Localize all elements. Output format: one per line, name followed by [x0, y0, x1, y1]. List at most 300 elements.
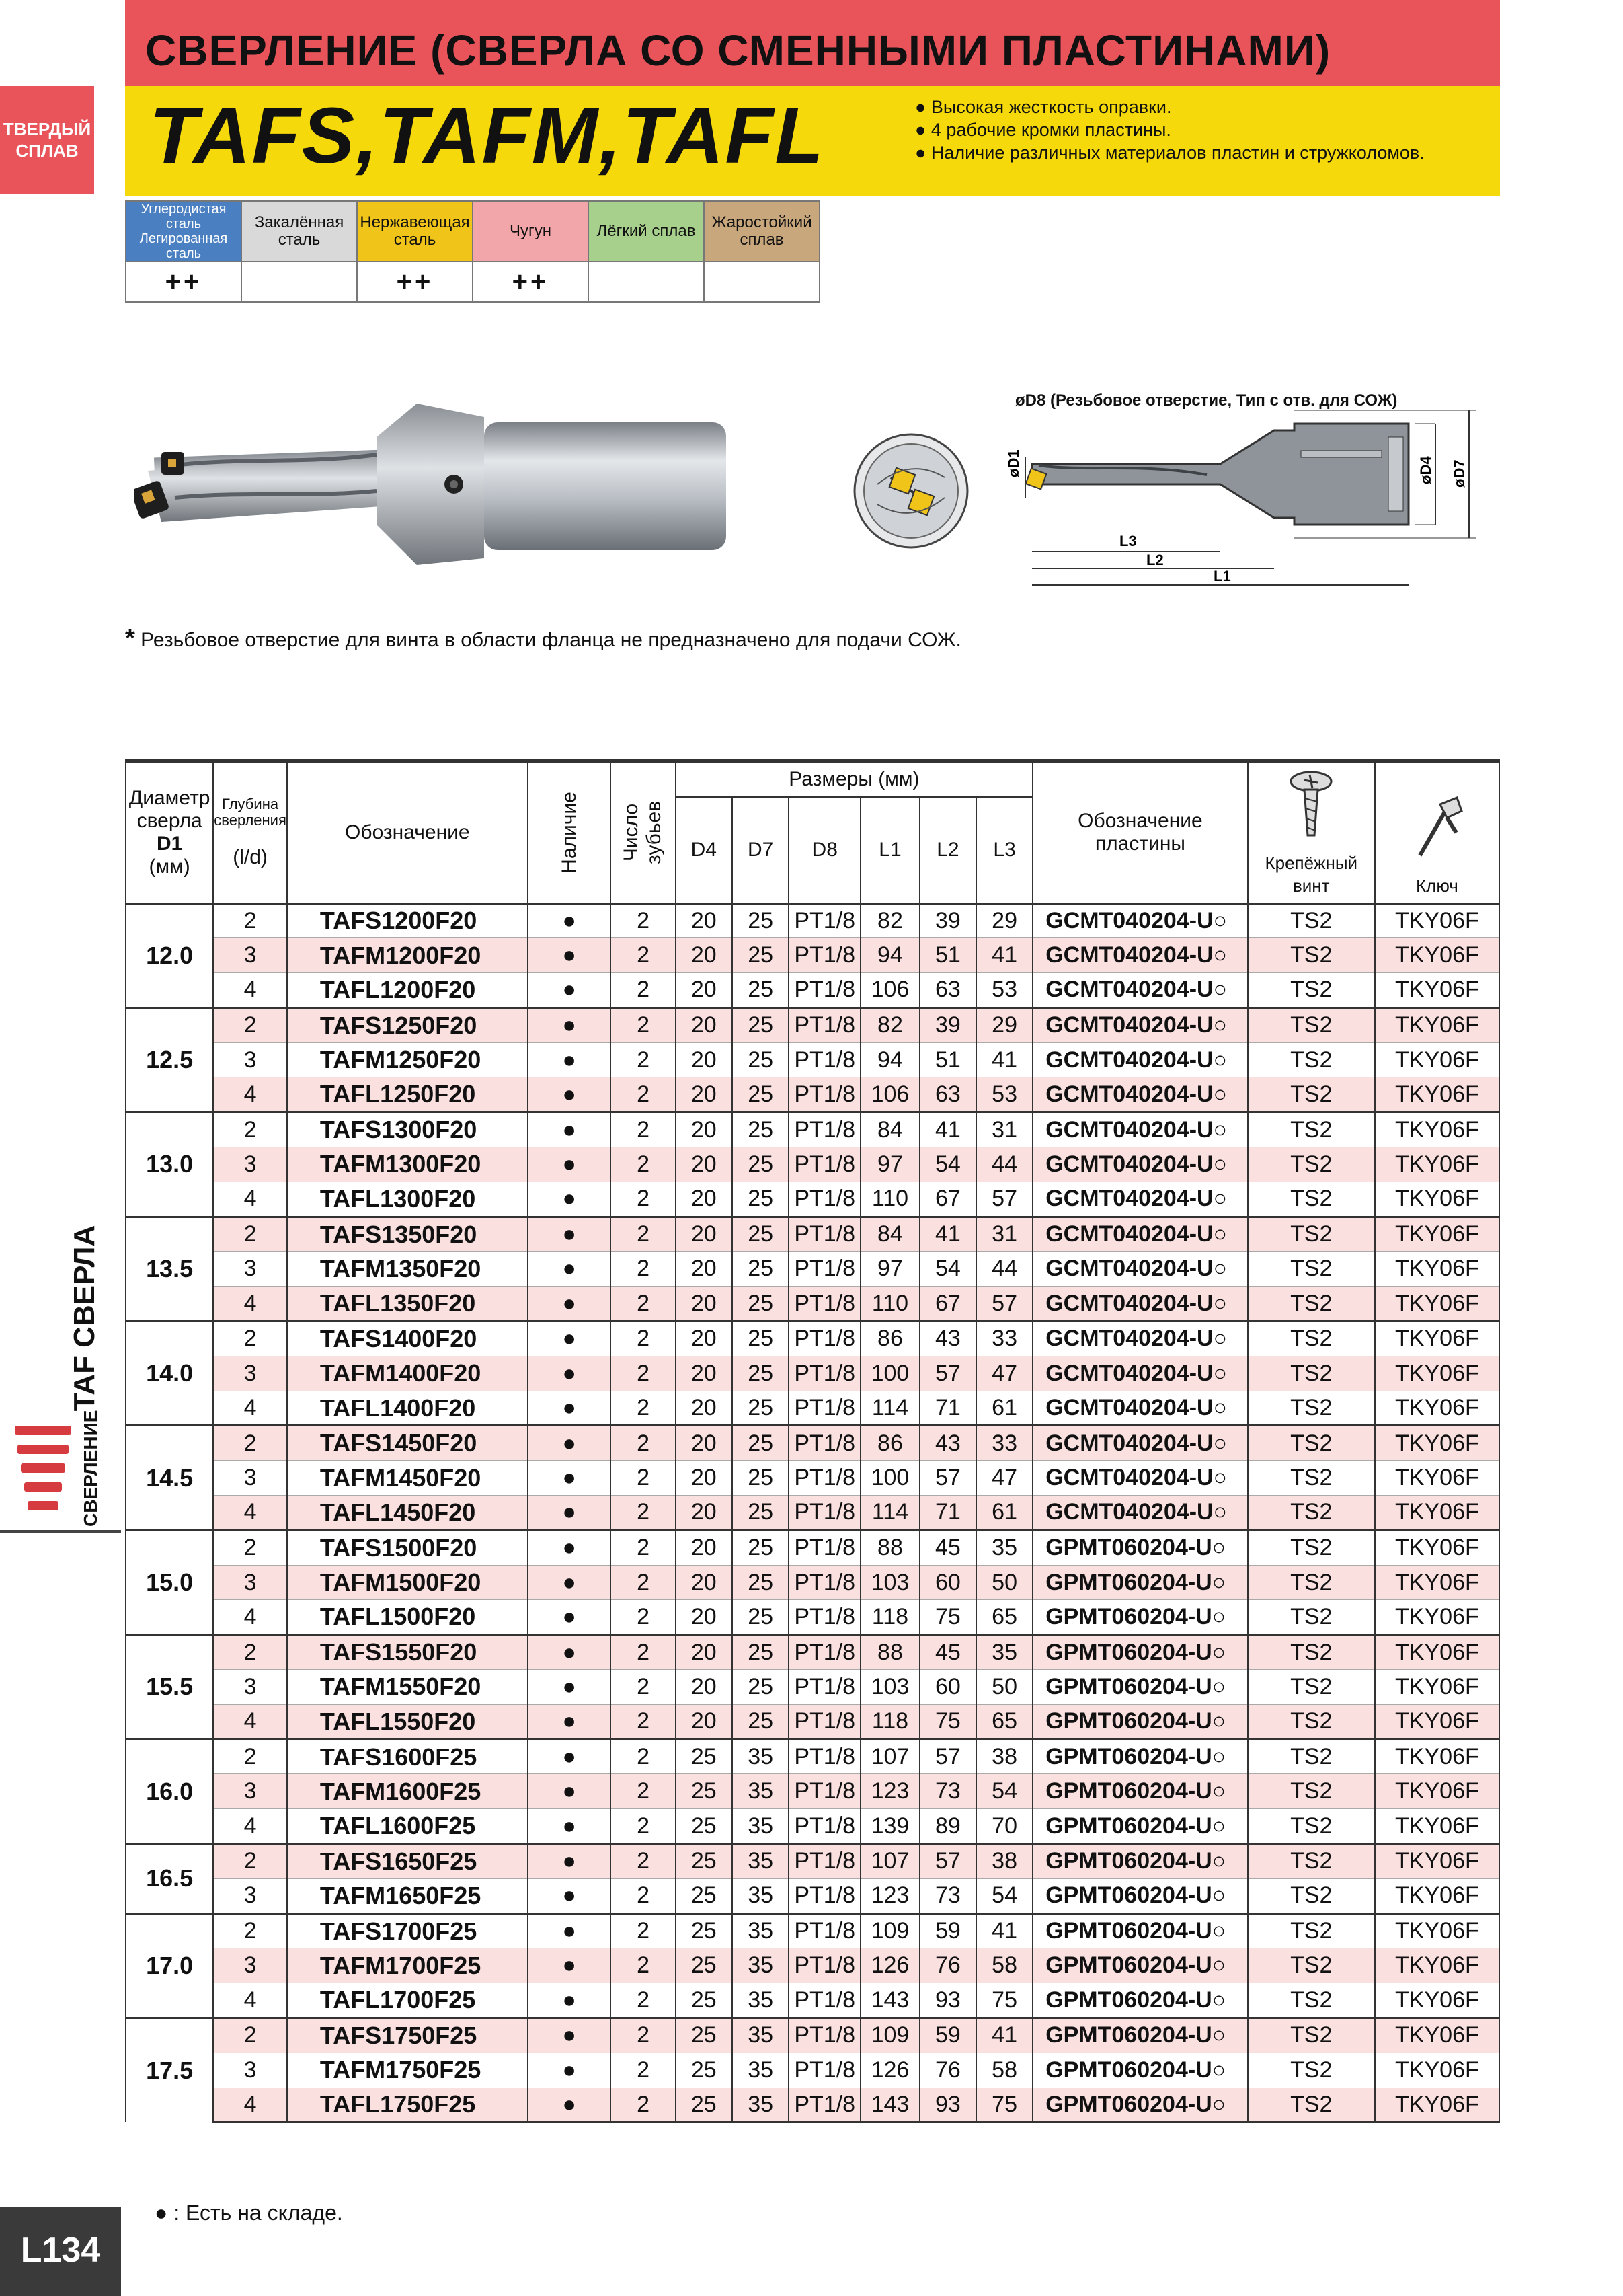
cell-depth: 4: [213, 1077, 287, 1112]
cell-d7: 25: [732, 1077, 789, 1112]
cell-teeth: 2: [610, 2088, 675, 2122]
cell-designation: TAFS1300F20: [287, 1112, 528, 1147]
cell-stock: ●: [528, 1496, 611, 1531]
cell-screw: TS2: [1248, 1948, 1375, 1983]
cell-insert: GPMT060204-U○: [1033, 1809, 1248, 1844]
cell-d8: PT1/8: [789, 1635, 861, 1670]
cell-screw: TS2: [1248, 1496, 1375, 1531]
cell-diameter: 16.0: [126, 1739, 213, 1843]
cell-designation: TAFL1350F20: [287, 1287, 528, 1322]
cell-stock: ●: [528, 1913, 611, 1948]
cell-l2: 89: [920, 1809, 976, 1844]
cell-d4: 20: [676, 903, 732, 938]
cell-l3: 50: [976, 1670, 1033, 1705]
cell-stock: ●: [528, 973, 611, 1008]
cell-stock: ●: [528, 1704, 611, 1739]
cell-teeth: 2: [610, 1670, 675, 1705]
cell-stock: ●: [528, 1774, 611, 1809]
cell-l3: 57: [976, 1182, 1033, 1217]
cell-depth: 3: [213, 1042, 287, 1077]
d7-label: øD7: [1451, 459, 1468, 488]
cell-d4: 25: [676, 2053, 732, 2088]
table-row: [126, 1112, 1499, 1147]
cell-d8: PT1/8: [789, 1948, 861, 1983]
cell-teeth: 2: [610, 1287, 675, 1322]
cell-l1: 107: [861, 1739, 920, 1774]
table-row: [126, 1042, 1499, 1077]
cell-insert: GPMT060204-U○: [1033, 1530, 1248, 1565]
cell-stock: ●: [528, 1565, 611, 1600]
cell-d7: 25: [732, 973, 789, 1008]
cell-depth: 3: [213, 1252, 287, 1287]
cell-key: TKY06F: [1375, 1774, 1499, 1809]
cell-depth: 3: [213, 1774, 287, 1809]
cell-designation: TAFL1200F20: [287, 973, 528, 1008]
cell-l3: 61: [976, 1496, 1033, 1531]
material-rating: ++: [126, 262, 241, 302]
cell-l2: 41: [920, 1217, 976, 1252]
cell-d7: 35: [732, 1774, 789, 1809]
cell-depth: 3: [213, 1948, 287, 1983]
cell-l1: 97: [861, 1147, 920, 1182]
cell-screw: TS2: [1248, 1426, 1375, 1461]
cell-l2: 43: [920, 1322, 976, 1356]
cell-designation: TAFM1350F20: [287, 1252, 528, 1287]
cell-l3: 47: [976, 1356, 1033, 1391]
cell-designation: TAFM1600F25: [287, 1774, 528, 1809]
cell-stock: ●: [528, 1600, 611, 1635]
cell-teeth: 2: [610, 1878, 675, 1913]
cell-insert: GCMT040204-U○: [1033, 1461, 1248, 1496]
material-rating: [704, 262, 820, 302]
cell-d4: 25: [676, 1844, 732, 1879]
cell-key: TKY06F: [1375, 1426, 1499, 1461]
cell-diameter: 14.5: [126, 1426, 213, 1530]
cell-l3: 41: [976, 1042, 1033, 1077]
cell-designation: TAFS1350F20: [287, 1217, 528, 1252]
cell-d8: PT1/8: [789, 1287, 861, 1322]
cell-stock: ●: [528, 1287, 611, 1322]
cell-d4: 20: [676, 1287, 732, 1322]
cell-insert: GCMT040204-U○: [1033, 1322, 1248, 1356]
cell-insert: GPMT060204-U○: [1033, 2018, 1248, 2053]
cell-d4: 25: [676, 1878, 732, 1913]
cell-screw: TS2: [1248, 1739, 1375, 1774]
cell-insert: GCMT040204-U○: [1033, 1287, 1248, 1322]
cell-key: TKY06F: [1375, 1948, 1499, 1983]
cell-depth: 3: [213, 1878, 287, 1913]
cell-key: TKY06F: [1375, 1112, 1499, 1147]
header-key: Ключ: [1375, 761, 1499, 903]
cell-d8: PT1/8: [789, 1112, 861, 1147]
cell-screw: TS2: [1248, 1809, 1375, 1844]
cell-l3: 38: [976, 1844, 1033, 1879]
cell-teeth: 2: [610, 1112, 675, 1147]
cell-l3: 44: [976, 1252, 1033, 1287]
cell-l1: 114: [861, 1496, 920, 1531]
cell-depth: 4: [213, 1704, 287, 1739]
table-row: [126, 1217, 1499, 1252]
cell-depth: 3: [213, 1147, 287, 1182]
cell-d7: 25: [732, 1635, 789, 1670]
cell-d7: 35: [732, 1878, 789, 1913]
cell-insert: GPMT060204-U○: [1033, 2053, 1248, 2088]
cell-insert: GPMT060204-U○: [1033, 1600, 1248, 1635]
cell-depth: 3: [213, 1356, 287, 1391]
diagram-caption: øD8 (Резьбовое отверстие, Тип с отв. для СОЖ): [1015, 391, 1398, 410]
material-header: Чугун: [473, 201, 588, 262]
cell-stock: ●: [528, 1217, 611, 1252]
cell-insert: GCMT040204-U○: [1033, 1356, 1248, 1391]
cell-d4: 25: [676, 1774, 732, 1809]
cell-l1: 123: [861, 1774, 920, 1809]
d4-label: øD4: [1417, 456, 1434, 484]
cell-d7: 35: [732, 1913, 789, 1948]
cell-l1: 103: [861, 1565, 920, 1600]
table-row: [126, 1844, 1499, 1879]
cell-l1: 109: [861, 1913, 920, 1948]
cell-designation: TAFL1700F25: [287, 1983, 528, 2018]
cell-d7: 25: [732, 1007, 789, 1042]
cell-insert: GPMT060204-U○: [1033, 2088, 1248, 2122]
cell-d4: 20: [676, 1635, 732, 1670]
cell-screw: TS2: [1248, 1704, 1375, 1739]
cell-teeth: 2: [610, 1948, 675, 1983]
cell-depth: 3: [213, 2053, 287, 2088]
cell-stock: ●: [528, 1042, 611, 1077]
cell-d4: 20: [676, 1496, 732, 1531]
cell-l3: 50: [976, 1565, 1033, 1600]
cell-insert: GPMT060204-U○: [1033, 1983, 1248, 2018]
cell-key: TKY06F: [1375, 1704, 1499, 1739]
cell-teeth: 2: [610, 973, 675, 1008]
cell-insert: GCMT040204-U○: [1033, 1077, 1248, 1112]
cell-key: TKY06F: [1375, 1809, 1499, 1844]
cell-l2: 71: [920, 1496, 976, 1531]
cell-teeth: 2: [610, 1322, 675, 1356]
cell-insert: GPMT060204-U○: [1033, 1913, 1248, 1948]
cell-stock: ●: [528, 1809, 611, 1844]
cell-d4: 20: [676, 1356, 732, 1391]
cell-d8: PT1/8: [789, 903, 861, 938]
cell-key: TKY06F: [1375, 2053, 1499, 2088]
cell-insert: GCMT040204-U○: [1033, 1217, 1248, 1252]
table-row: [126, 1565, 1499, 1600]
cell-l1: 126: [861, 1948, 920, 1983]
cell-d8: PT1/8: [789, 1704, 861, 1739]
cell-diameter: 16.5: [126, 1844, 213, 1914]
cell-screw: TS2: [1248, 1147, 1375, 1182]
cell-insert: GCMT040204-U○: [1033, 973, 1248, 1008]
cell-l3: 31: [976, 1217, 1033, 1252]
cell-d8: PT1/8: [789, 1147, 861, 1182]
cell-d8: PT1/8: [789, 2053, 861, 2088]
cell-d7: 35: [732, 1983, 789, 2018]
table-row: [126, 2018, 1499, 2053]
cell-d8: PT1/8: [789, 1426, 861, 1461]
cell-depth: 4: [213, 1391, 287, 1426]
cell-d7: 25: [732, 1496, 789, 1531]
cell-l1: 123: [861, 1878, 920, 1913]
cell-d4: 20: [676, 1147, 732, 1182]
header-category: СВЕРЛЕНИЕ (СВЕРЛА СО СМЕННЫМИ ПЛАСТИНАМИ): [145, 26, 1331, 75]
material-header: Закалённая сталь: [241, 201, 357, 262]
cell-stock: ●: [528, 2053, 611, 2088]
cell-l2: 60: [920, 1565, 976, 1600]
cell-d4: 20: [676, 1042, 732, 1077]
cell-d7: 35: [732, 1948, 789, 1983]
cell-l2: 93: [920, 1983, 976, 2018]
cell-stock: ●: [528, 1461, 611, 1496]
cell-l1: 82: [861, 903, 920, 938]
cell-designation: TAFS1550F20: [287, 1635, 528, 1670]
cell-key: TKY06F: [1375, 938, 1499, 973]
cell-d7: 25: [732, 1287, 789, 1322]
cell-teeth: 2: [610, 1391, 675, 1426]
cell-d7: 25: [732, 1322, 789, 1356]
cell-d7: 35: [732, 2018, 789, 2053]
cell-l3: 54: [976, 1878, 1033, 1913]
cell-stock: ●: [528, 1739, 611, 1774]
section-tab-taf-drills: [65, 1204, 105, 1432]
table-row: [126, 1948, 1499, 1983]
cell-screw: TS2: [1248, 1844, 1375, 1879]
cell-designation: TAFL1400F20: [287, 1391, 528, 1426]
cell-d4: 20: [676, 1077, 732, 1112]
cell-d7: 35: [732, 2053, 789, 2088]
cell-l1: 139: [861, 1809, 920, 1844]
cell-key: TKY06F: [1375, 1356, 1499, 1391]
cell-teeth: 2: [610, 2018, 675, 2053]
l1-label: L1: [1214, 568, 1231, 584]
table-row: [126, 1670, 1499, 1705]
cell-l1: 143: [861, 2088, 920, 2122]
material-header: Жаростойкий сплав: [704, 201, 820, 262]
cell-designation: TAFM1300F20: [287, 1147, 528, 1182]
cell-d8: PT1/8: [789, 1878, 861, 1913]
cell-teeth: 2: [610, 1077, 675, 1112]
cell-l2: 57: [920, 1844, 976, 1879]
cell-l3: 61: [976, 1391, 1033, 1426]
cell-teeth: 2: [610, 1600, 675, 1635]
side-divider: [0, 1530, 121, 1533]
cell-stock: ●: [528, 1948, 611, 1983]
cell-teeth: 2: [610, 1774, 675, 1809]
drilling-section-icon: [0, 1410, 101, 1533]
cell-d4: 25: [676, 1913, 732, 1948]
table-row: [126, 1322, 1499, 1356]
cell-key: TKY06F: [1375, 1878, 1499, 1913]
table-row: [126, 1809, 1499, 1844]
cell-insert: GCMT040204-U○: [1033, 938, 1248, 973]
cell-insert: GCMT040204-U○: [1033, 1496, 1248, 1531]
cell-insert: GCMT040204-U○: [1033, 903, 1248, 938]
cell-l1: 103: [861, 1670, 920, 1705]
cell-depth: 2: [213, 1739, 287, 1774]
table-row: [126, 2053, 1499, 2088]
cell-designation: TAFM1400F20: [287, 1356, 528, 1391]
cell-d8: PT1/8: [789, 1077, 861, 1112]
cell-l3: 35: [976, 1635, 1033, 1670]
cell-l3: 47: [976, 1461, 1033, 1496]
cell-diameter: 17.5: [126, 2018, 213, 2122]
material-header: Углеродистая сталь Легированная сталь: [126, 201, 241, 262]
cell-l2: 76: [920, 2053, 976, 2088]
cell-designation: TAFL1750F25: [287, 2088, 528, 2122]
cell-key: TKY06F: [1375, 1739, 1499, 1774]
cell-depth: 4: [213, 1182, 287, 1217]
cell-screw: TS2: [1248, 1252, 1375, 1287]
cell-l3: 75: [976, 1983, 1033, 2018]
table-row: [126, 1983, 1499, 2018]
cell-designation: TAFL1250F20: [287, 1077, 528, 1112]
cell-l3: 41: [976, 938, 1033, 973]
cell-l1: 100: [861, 1461, 920, 1496]
cell-l1: 110: [861, 1287, 920, 1322]
l2-label: L2: [1146, 551, 1164, 568]
cell-d4: 25: [676, 1809, 732, 1844]
cell-l3: 38: [976, 1739, 1033, 1774]
cell-d8: PT1/8: [789, 1670, 861, 1705]
header-d4: D4: [676, 797, 732, 903]
cell-designation: TAFM1200F20: [287, 938, 528, 973]
cell-insert: GCMT040204-U○: [1033, 1182, 1248, 1217]
cell-key: TKY06F: [1375, 973, 1499, 1008]
cell-l2: 54: [920, 1252, 976, 1287]
cell-depth: 2: [213, 1844, 287, 1879]
cell-key: TKY06F: [1375, 1287, 1499, 1322]
cell-designation: TAFS1450F20: [287, 1426, 528, 1461]
cell-stock: ●: [528, 1252, 611, 1287]
cell-d4: 20: [676, 973, 732, 1008]
cell-l2: 60: [920, 1670, 976, 1705]
cell-stock: ●: [528, 1147, 611, 1182]
cell-insert: GPMT060204-U○: [1033, 1704, 1248, 1739]
cell-l2: 59: [920, 2018, 976, 2053]
drill-end-view: [850, 430, 972, 551]
material-rating: ++: [473, 262, 588, 302]
cell-d8: PT1/8: [789, 2018, 861, 2053]
cell-depth: 2: [213, 1913, 287, 1948]
cell-stock: ●: [528, 1635, 611, 1670]
cell-l1: 106: [861, 1077, 920, 1112]
cell-designation: TAFS1400F20: [287, 1322, 528, 1356]
table-row: [126, 1147, 1499, 1182]
cell-teeth: 2: [610, 2053, 675, 2088]
cell-d8: PT1/8: [789, 1007, 861, 1042]
feature-list: [915, 95, 1425, 164]
cell-d4: 25: [676, 1739, 732, 1774]
table-row: [126, 1878, 1499, 1913]
category-tab-carbide: [0, 86, 94, 194]
cell-d7: 25: [732, 903, 789, 938]
cell-key: TKY06F: [1375, 2018, 1499, 2053]
cell-stock: ●: [528, 1844, 611, 1879]
cell-screw: TS2: [1248, 1007, 1375, 1042]
cell-screw: TS2: [1248, 1635, 1375, 1670]
cell-l2: 39: [920, 903, 976, 938]
feature-item: ● 4 рабочие кромки пластины.: [915, 118, 1425, 141]
table-row: [126, 1287, 1499, 1322]
cell-l1: 143: [861, 1983, 920, 2018]
cell-l3: 35: [976, 1530, 1033, 1565]
cell-depth: 3: [213, 1565, 287, 1600]
cell-d8: PT1/8: [789, 1774, 861, 1809]
table-row: [126, 1496, 1499, 1531]
cell-d7: 25: [732, 1391, 789, 1426]
cell-teeth: 2: [610, 1356, 675, 1391]
cell-l1: 118: [861, 1600, 920, 1635]
cell-l2: 75: [920, 1600, 976, 1635]
cell-insert: GPMT060204-U○: [1033, 1670, 1248, 1705]
stock-legend: ● : Есть на складе.: [155, 2201, 343, 2225]
cell-d4: 20: [676, 1704, 732, 1739]
cell-designation: TAFS1700F25: [287, 1913, 528, 1948]
cell-depth: 4: [213, 973, 287, 1008]
cell-d7: 35: [732, 2088, 789, 2122]
cell-l3: 57: [976, 1287, 1033, 1322]
cell-diameter: 13.5: [126, 1217, 213, 1321]
material-rating: [241, 262, 357, 302]
cell-teeth: 2: [610, 938, 675, 973]
cell-d7: 25: [732, 1530, 789, 1565]
cell-stock: ●: [528, 1356, 611, 1391]
cell-stock: ●: [528, 1391, 611, 1426]
cell-teeth: 2: [610, 1913, 675, 1948]
cell-d7: 25: [732, 1426, 789, 1461]
cell-d7: 25: [732, 1565, 789, 1600]
cell-key: TKY06F: [1375, 1322, 1499, 1356]
cell-key: TKY06F: [1375, 1913, 1499, 1948]
cell-diameter: 12.0: [126, 903, 213, 1007]
cell-screw: TS2: [1248, 2088, 1375, 2122]
cell-stock: ●: [528, 1983, 611, 2018]
cell-d4: 25: [676, 1948, 732, 1983]
cell-l1: 84: [861, 1112, 920, 1147]
cell-screw: TS2: [1248, 2018, 1375, 2053]
cell-screw: TS2: [1248, 1670, 1375, 1705]
cell-diameter: 15.5: [126, 1635, 213, 1739]
header-l1: L1: [861, 797, 920, 903]
cell-screw: TS2: [1248, 2053, 1375, 2088]
screw-icon: [1281, 768, 1341, 842]
cell-diameter: 17.0: [126, 1913, 213, 2018]
cell-d7: 25: [732, 1217, 789, 1252]
cell-d8: PT1/8: [789, 1252, 861, 1287]
coolant-note-text: Резьбовое отверстие для винта в области фланца не предназначено для подачи СОЖ.: [141, 629, 961, 651]
cell-d8: PT1/8: [789, 1739, 861, 1774]
cell-teeth: 2: [610, 1530, 675, 1565]
cell-l1: 100: [861, 1356, 920, 1391]
cell-designation: TAFM1750F25: [287, 2053, 528, 2088]
cell-l2: 51: [920, 1042, 976, 1077]
cell-insert: GCMT040204-U○: [1033, 1042, 1248, 1077]
cell-key: TKY06F: [1375, 1042, 1499, 1077]
cell-stock: ●: [528, 1077, 611, 1112]
cell-d4: 25: [676, 2018, 732, 2053]
cell-d8: PT1/8: [789, 1042, 861, 1077]
cell-screw: TS2: [1248, 1983, 1375, 2018]
cell-key: TKY06F: [1375, 1635, 1499, 1670]
cell-key: TKY06F: [1375, 1496, 1499, 1531]
cell-insert: GPMT060204-U○: [1033, 1878, 1248, 1913]
cell-designation: TAFM1450F20: [287, 1461, 528, 1496]
table-row: [126, 1252, 1499, 1287]
cell-d4: 20: [676, 1217, 732, 1252]
cell-teeth: 2: [610, 1461, 675, 1496]
cell-teeth: 2: [610, 1704, 675, 1739]
cell-key: TKY06F: [1375, 1252, 1499, 1287]
